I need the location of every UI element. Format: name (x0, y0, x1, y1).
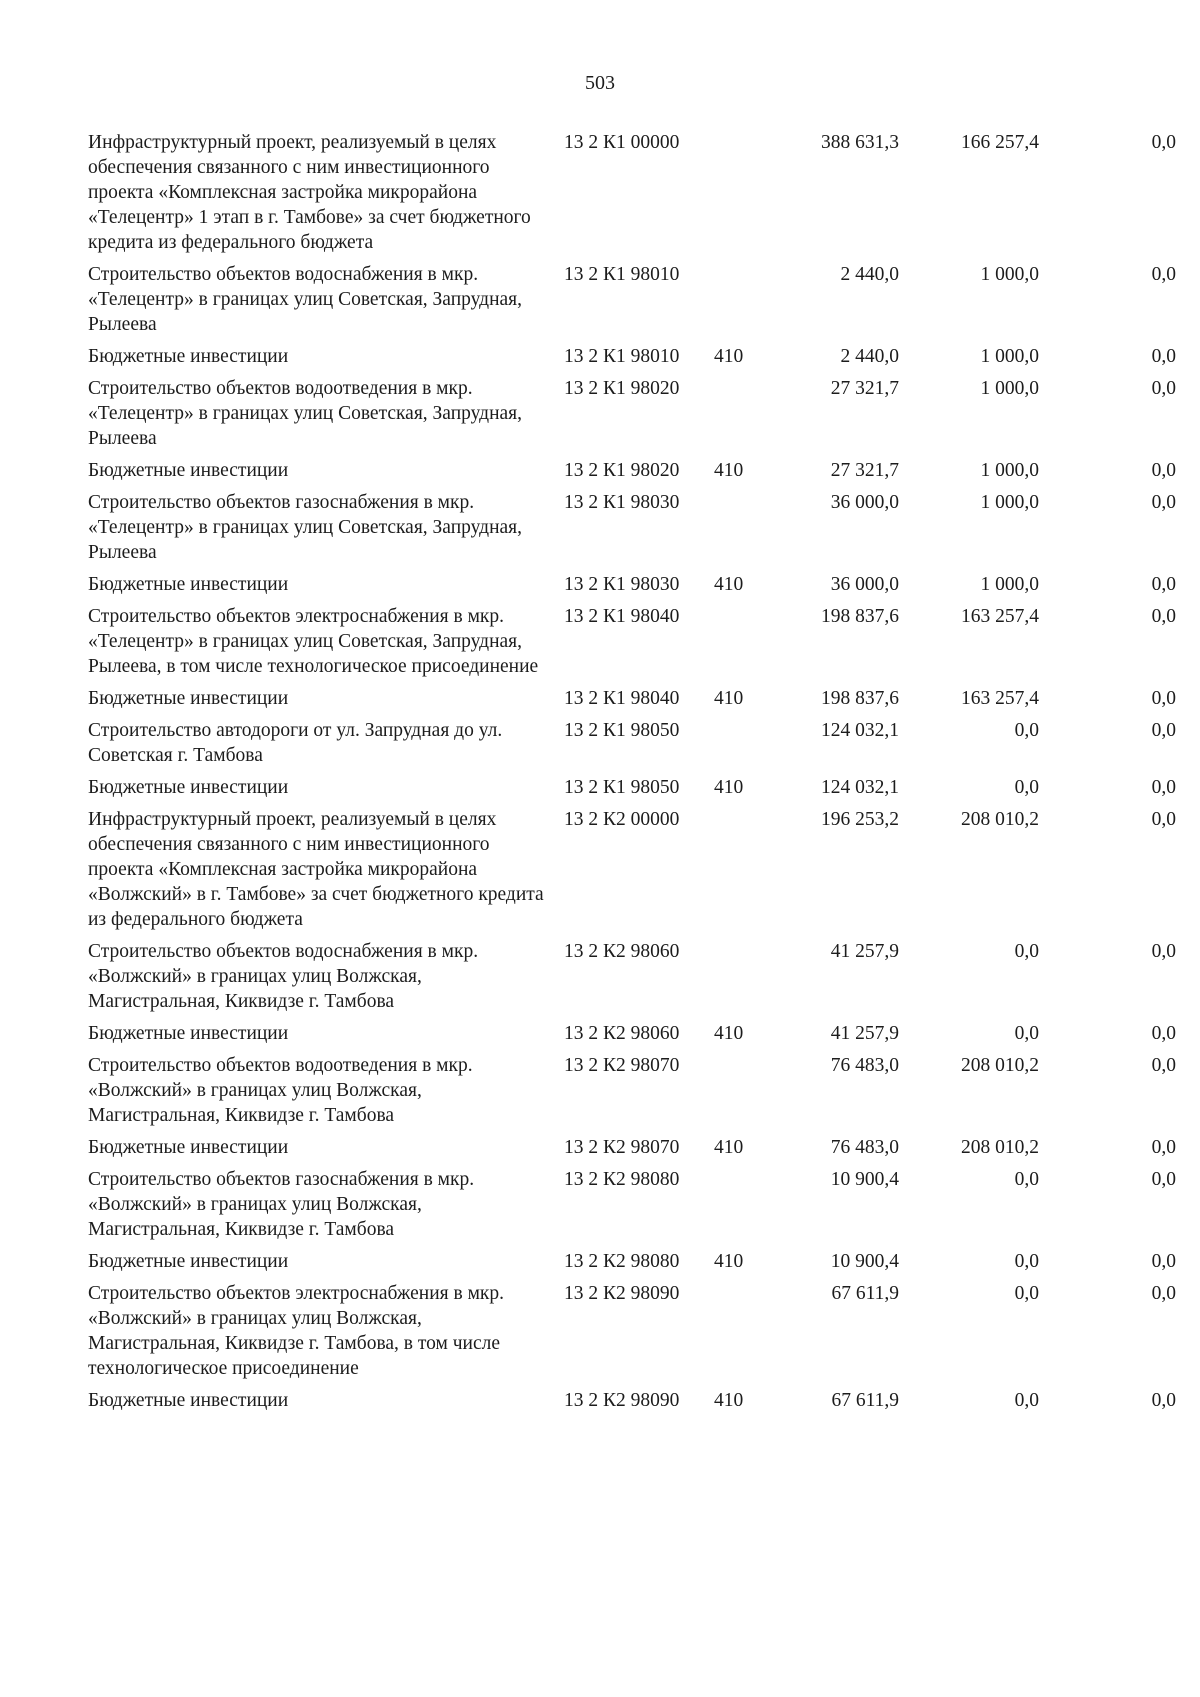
row-value-3: 0,0 (1151, 1390, 1176, 1411)
row-name (88, 1135, 556, 1167)
row-value-2: 166 257,4 (961, 132, 1039, 153)
row-code: 13 2 К1 98010 (564, 264, 680, 285)
row-code: 13 2 К1 98030 (564, 574, 680, 595)
row-value-3: 0,0 (1151, 720, 1176, 741)
row-vr: 410 (714, 1023, 744, 1044)
row-code: 13 2 К1 00000 (564, 132, 680, 153)
row-value-1: 41 257,9 (830, 941, 899, 962)
row-value-2: 0,0 (1014, 941, 1039, 962)
table-row (88, 1021, 1176, 1053)
table-row (88, 262, 1176, 344)
row-value-3: 0,0 (1151, 809, 1176, 830)
row-value-2: 1 000,0 (980, 492, 1039, 513)
row-name (88, 1167, 556, 1249)
table-row (88, 718, 1176, 775)
row-name (88, 262, 556, 344)
row-name-text: Бюджетные инвестиции (88, 1023, 289, 1044)
row-name (88, 344, 556, 376)
row-name-text: Инфраструктурный проект, реализуемый в целях обеспечения связанного с ним инвестиционного проекта «Комплексная застройка микрорайона «Волжский» в г. Тамбове» за счет бюджетного кредита из федерального бюджета (88, 809, 544, 930)
row-code: 13 2 К2 98060 (564, 941, 680, 962)
table-row (88, 775, 1176, 807)
row-value-2: 208 010,2 (961, 809, 1039, 830)
table-row (88, 376, 1176, 458)
row-value-2: 1 000,0 (980, 574, 1039, 595)
row-name (88, 1249, 556, 1281)
row-value-1: 27 321,7 (830, 460, 899, 481)
row-code: 13 2 К2 98070 (564, 1137, 680, 1158)
row-value-2: 208 010,2 (961, 1137, 1039, 1158)
row-name (88, 458, 556, 490)
row-value-1: 124 032,1 (821, 720, 899, 741)
row-value-2: 208 010,2 (961, 1055, 1039, 1076)
row-vr (714, 718, 754, 775)
row-value-2: 0,0 (1014, 1169, 1039, 1190)
row-value-1: 196 253,2 (821, 809, 899, 830)
row-vr (714, 490, 754, 572)
row-value-1: 27 321,7 (830, 378, 899, 399)
row-name (88, 130, 556, 262)
row-name-text: Строительство объектов водоотведения в мкр. «Телецентр» в границах улиц Советская, Запрудная, Рылеева (88, 378, 523, 449)
row-value-3: 0,0 (1151, 264, 1176, 285)
row-name (88, 939, 556, 1021)
row-value-2: 0,0 (1014, 777, 1039, 798)
row-code: 13 2 К2 98070 (564, 1055, 680, 1076)
row-value-2: 163 257,4 (961, 688, 1039, 709)
row-value-3: 0,0 (1151, 346, 1176, 367)
table-row (88, 458, 1176, 490)
row-vr (714, 1167, 754, 1249)
row-vr: 410 (714, 688, 744, 709)
row-name (88, 1281, 556, 1388)
row-code: 13 2 К1 98050 (564, 720, 680, 741)
row-name (88, 718, 556, 775)
table-row (88, 130, 1176, 262)
table-row (88, 1388, 1176, 1420)
row-value-2: 0,0 (1014, 1390, 1039, 1411)
row-value-3: 0,0 (1151, 1023, 1176, 1044)
row-vr (714, 604, 754, 686)
table-row (88, 807, 1176, 939)
row-name (88, 775, 556, 807)
row-code: 13 2 К2 98080 (564, 1251, 680, 1272)
row-code: 13 2 К2 98090 (564, 1283, 680, 1304)
row-name-text: Бюджетные инвестиции (88, 688, 289, 709)
table-row (88, 1249, 1176, 1281)
row-name-text: Строительство объектов газоснабжения в мкр. «Волжский» в границах улиц Волжская, Магистральная, Киквидзе г. Тамбова (88, 1169, 475, 1240)
table-row (88, 939, 1176, 1021)
row-code: 13 2 К1 98020 (564, 378, 680, 399)
row-vr: 410 (714, 1390, 744, 1411)
row-name-text: Строительство объектов газоснабжения в мкр. «Телецентр» в границах улиц Советская, Запрудная, Рылеева (88, 492, 523, 563)
row-code: 13 2 К1 98040 (564, 606, 680, 627)
row-name (88, 807, 556, 939)
row-value-3: 0,0 (1151, 574, 1176, 595)
row-value-3: 0,0 (1151, 378, 1176, 399)
row-vr (714, 1053, 754, 1135)
row-name-text: Бюджетные инвестиции (88, 777, 289, 798)
table-body (88, 130, 1176, 1420)
row-name (88, 1021, 556, 1053)
row-value-3: 0,0 (1151, 1137, 1176, 1158)
row-code: 13 2 К1 98030 (564, 492, 680, 513)
row-vr: 410 (714, 1137, 744, 1158)
table-row (88, 604, 1176, 686)
row-code: 13 2 К1 98040 (564, 688, 680, 709)
row-code: 13 2 К2 98060 (564, 1023, 680, 1044)
row-value-3: 0,0 (1151, 1169, 1176, 1190)
row-code: 13 2 К2 98080 (564, 1169, 680, 1190)
page-number: 503 (585, 72, 615, 94)
row-value-3: 0,0 (1151, 777, 1176, 798)
row-value-1: 67 611,9 (831, 1283, 899, 1304)
row-value-3: 0,0 (1151, 688, 1176, 709)
row-value-2: 1 000,0 (980, 264, 1039, 285)
row-value-2: 0,0 (1014, 1283, 1039, 1304)
row-value-1: 76 483,0 (830, 1055, 899, 1076)
row-name-text: Бюджетные инвестиции (88, 460, 289, 481)
row-value-1: 124 032,1 (821, 777, 899, 798)
row-name-text: Строительство объектов водоснабжения в мкр. «Телецентр» в границах улиц Советская, Запрудная, Рылеева (88, 264, 523, 335)
table-row (88, 1135, 1176, 1167)
row-name-text: Бюджетные инвестиции (88, 574, 289, 595)
row-vr: 410 (714, 460, 744, 481)
row-name-text: Инфраструктурный проект, реализуемый в целях обеспечения связанного с ним инвестиционного проекта «Комплексная застройка микрорайона «Телецентр» 1 этап в г. Тамбове» за счет бюджетного кредита из федерального бюджета (88, 132, 531, 253)
table-row (88, 344, 1176, 376)
row-value-1: 388 631,3 (821, 132, 899, 153)
row-name (88, 604, 556, 686)
row-name-text: Бюджетные инвестиции (88, 1390, 289, 1411)
row-vr (714, 376, 754, 458)
row-value-1: 67 611,9 (831, 1390, 899, 1411)
row-value-3: 0,0 (1151, 1283, 1176, 1304)
row-name (88, 572, 556, 604)
row-value-1: 10 900,4 (830, 1251, 899, 1272)
row-value-3: 0,0 (1151, 492, 1176, 513)
row-value-2: 0,0 (1014, 720, 1039, 741)
row-value-3: 0,0 (1151, 460, 1176, 481)
row-value-1: 76 483,0 (830, 1137, 899, 1158)
row-value-1: 198 837,6 (821, 688, 899, 709)
row-value-1: 198 837,6 (821, 606, 899, 627)
table-row (88, 1167, 1176, 1249)
row-code: 13 2 К2 00000 (564, 809, 680, 830)
row-value-1: 36 000,0 (830, 574, 899, 595)
row-name (88, 686, 556, 718)
row-name (88, 376, 556, 458)
row-vr (714, 1281, 754, 1388)
budget-table (88, 130, 1176, 1420)
row-value-3: 0,0 (1151, 941, 1176, 962)
table-row (88, 1281, 1176, 1388)
table-row (88, 686, 1176, 718)
row-vr (714, 130, 754, 262)
row-value-2: 0,0 (1014, 1023, 1039, 1044)
row-name-text: Строительство объектов водоотведения в мкр. «Волжский» в границах улиц Волжская, Магистральная, Киквидзе г. Тамбова (88, 1055, 473, 1126)
row-name-text: Строительство автодороги от ул. Запрудная до ул. Советская г. Тамбова (88, 720, 503, 766)
row-vr: 410 (714, 346, 744, 367)
row-value-1: 2 440,0 (840, 264, 899, 285)
row-code: 13 2 К1 98010 (564, 346, 680, 367)
row-value-2: 1 000,0 (980, 346, 1039, 367)
row-name-text: Строительство объектов электроснабжения в мкр. «Телецентр» в границах улиц Советская, Запрудная, Рылеева, в том числе технологическое присоединение (88, 606, 539, 677)
row-name-text: Бюджетные инвестиции (88, 346, 289, 367)
row-name-text: Бюджетные инвестиции (88, 1251, 289, 1272)
table-row (88, 490, 1176, 572)
row-name (88, 490, 556, 572)
row-value-3: 0,0 (1151, 1055, 1176, 1076)
row-name (88, 1053, 556, 1135)
row-value-2: 0,0 (1014, 1251, 1039, 1272)
row-code: 13 2 К1 98020 (564, 460, 680, 481)
row-value-2: 1 000,0 (980, 378, 1039, 399)
row-code: 13 2 К2 98090 (564, 1390, 680, 1411)
row-name-text: Строительство объектов водоснабжения в мкр. «Волжский» в границах улиц Волжская, Магистральная, Киквидзе г. Тамбова (88, 941, 479, 1012)
row-name-text: Строительство объектов электроснабжения в мкр. «Волжский» в границах улиц Волжская, Магистральная, Киквидзе г. Тамбова, в том числе технологическое присоединение (88, 1283, 505, 1379)
row-value-1: 41 257,9 (830, 1023, 899, 1044)
table-row (88, 1053, 1176, 1135)
row-value-1: 10 900,4 (830, 1169, 899, 1190)
row-code: 13 2 К1 98050 (564, 777, 680, 798)
table-row (88, 572, 1176, 604)
row-value-3: 0,0 (1151, 606, 1176, 627)
row-vr: 410 (714, 574, 744, 595)
row-vr: 410 (714, 777, 744, 798)
row-name (88, 1388, 556, 1420)
row-vr (714, 262, 754, 344)
row-value-3: 0,0 (1151, 132, 1176, 153)
row-vr (714, 807, 754, 939)
row-vr (714, 939, 754, 1021)
row-name-text: Бюджетные инвестиции (88, 1137, 289, 1158)
row-value-2: 1 000,0 (980, 460, 1039, 481)
row-vr: 410 (714, 1251, 744, 1272)
row-value-1: 2 440,0 (840, 346, 899, 367)
row-value-2: 163 257,4 (961, 606, 1039, 627)
row-value-3: 0,0 (1151, 1251, 1176, 1272)
row-value-1: 36 000,0 (830, 492, 899, 513)
